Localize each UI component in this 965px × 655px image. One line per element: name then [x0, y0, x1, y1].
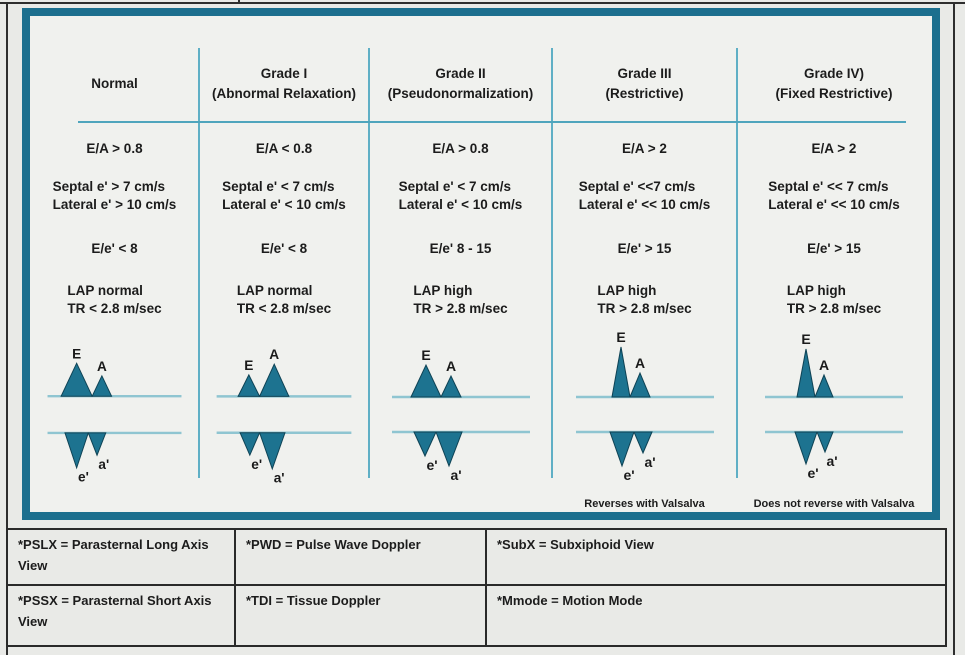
lateral-criterion: Lateral e' < 10 cm/s [222, 197, 346, 212]
page-top-border [0, 2, 965, 4]
header-line1: Grade I [260, 66, 308, 81]
tissue-doppler-waveform [201, 428, 367, 498]
header-line1: Grade III [617, 66, 672, 81]
mitral-inflow-waveform [554, 331, 735, 409]
valsalva-note: Reverses with Valsalva [584, 498, 705, 510]
lap-tr-criteria [554, 282, 735, 318]
svg-text:A: A [634, 355, 645, 371]
tr-criterion: TR > 2.8 m/sec [786, 301, 882, 316]
svg-text:a': a' [643, 454, 656, 470]
column-header [201, 60, 367, 108]
legend-cell-subx: *SubX = Subxiphoid View [487, 530, 945, 586]
column-normal [30, 16, 199, 520]
eprime-criteria [554, 178, 735, 214]
column-header [32, 60, 197, 108]
septal-criterion: Septal e' <<7 cm/s [578, 179, 696, 194]
svg-text:E: E [244, 358, 254, 373]
legend-cell-tdi: *TDI = Tissue Doppler [236, 586, 487, 645]
header-line2: (Restrictive) [605, 86, 684, 101]
legend-cell-mmode: *Mmode = Motion Mode [497, 593, 643, 608]
septal-criterion: Septal e' < 7 cm/s [398, 179, 512, 194]
abbreviation-legend-table [6, 528, 947, 647]
column-header [554, 60, 735, 108]
svg-text:e': e' [78, 469, 89, 485]
eprime-criteria [739, 178, 929, 214]
lap-criterion: LAP high [413, 283, 473, 298]
svg-text:a': a' [98, 456, 110, 472]
lap-tr-criteria [201, 282, 367, 318]
svg-text:E: E [615, 331, 626, 345]
tr-criterion: TR > 2.8 m/sec [597, 301, 692, 316]
svg-text:E: E [72, 346, 82, 362]
header-line1: Grade II [435, 66, 486, 81]
ea-ratio: E/A > 0.8 [86, 141, 143, 156]
septal-criterion: Septal e' < 7 cm/s [222, 179, 335, 194]
column-grade-3 [552, 16, 737, 520]
ea-ratio: E/A > 2 [622, 141, 667, 156]
lap-tr-criteria [371, 282, 550, 318]
header-line1: Normal [91, 76, 138, 91]
e-over-eprime: E/e' > 15 [807, 241, 861, 256]
lateral-criterion: Lateral e' > 10 cm/s [52, 197, 177, 212]
svg-text:A: A [818, 357, 830, 373]
lateral-criterion: Lateral e' < 10 cm/s [398, 197, 523, 212]
tissue-doppler-waveform [32, 428, 197, 498]
eprime-criteria [32, 178, 197, 214]
e-over-eprime: E/e' < 8 [260, 241, 308, 256]
tr-criterion: TR > 2.8 m/sec [413, 301, 508, 316]
e-over-eprime: E/e' 8 - 15 [429, 241, 492, 256]
mitral-inflow-waveform [371, 331, 550, 409]
column-header [371, 60, 550, 108]
mitral-inflow-waveform [739, 331, 929, 409]
ea-ratio: E/A > 2 [811, 141, 857, 156]
e-over-eprime: E/e' > 15 [617, 241, 672, 256]
eprime-criteria [201, 178, 367, 214]
svg-text:a': a' [449, 467, 462, 483]
tissue-doppler-waveform [554, 428, 735, 498]
column-grade-2 [369, 16, 552, 520]
e-over-eprime: E/e' < 8 [91, 241, 138, 256]
column-grade-4 [737, 16, 931, 520]
svg-text:E: E [420, 347, 431, 363]
ea-ratio: E/A > 0.8 [432, 141, 489, 156]
lap-tr-criteria [739, 282, 929, 318]
septal-criterion: Septal e' > 7 cm/s [52, 179, 166, 194]
lap-criterion: LAP normal [236, 283, 313, 298]
header-line2: (Fixed Restrictive) [775, 86, 893, 101]
lateral-criterion: Lateral e' << 10 cm/s [768, 197, 900, 212]
lap-tr-criteria [32, 282, 197, 318]
ea-ratio: E/A < 0.8 [255, 141, 313, 156]
svg-text:a': a' [826, 453, 838, 469]
legend-cell-pwd: *PWD = Pulse Wave Doppler [236, 530, 487, 586]
legend-cell-pslx: *PSLX = Parasternal Long Axis View [8, 530, 236, 586]
header-line2: (Abnormal Relaxation) [211, 86, 357, 101]
legend-cell-pssx: *PSSX = Parasternal Short Axis View [8, 586, 236, 645]
page-top-column-tick [238, 0, 240, 3]
lap-criterion: LAP high [786, 283, 846, 298]
tissue-doppler-waveform [371, 428, 550, 498]
svg-text:e': e' [807, 465, 819, 481]
lateral-criterion: Lateral e' << 10 cm/s [578, 197, 711, 212]
svg-text:e': e' [251, 456, 263, 472]
svg-text:e': e' [425, 457, 438, 473]
header-line1: Grade IV) [803, 66, 865, 81]
valsalva-note: Does not reverse with Valsalva [753, 498, 915, 510]
svg-text:a': a' [273, 470, 285, 486]
svg-text:E: E [801, 331, 811, 347]
column-header [739, 60, 929, 108]
header-line2: (Pseudonormalization) [387, 86, 534, 101]
mitral-inflow-waveform [32, 331, 197, 409]
svg-text:e': e' [622, 467, 635, 483]
svg-text:A: A [269, 347, 280, 363]
tr-criterion: TR < 2.8 m/sec [67, 301, 162, 316]
lap-criterion: LAP high [597, 283, 657, 298]
page-right-border [953, 2, 955, 655]
tissue-doppler-waveform [739, 428, 929, 498]
column-grade-1 [199, 16, 369, 520]
tr-criterion: TR < 2.8 m/sec [236, 301, 332, 316]
lap-criterion: LAP normal [67, 283, 143, 298]
septal-criterion: Septal e' << 7 cm/s [768, 179, 889, 194]
svg-text:A: A [96, 358, 107, 374]
svg-text:A: A [445, 358, 456, 374]
mitral-inflow-waveform [201, 331, 367, 409]
eprime-criteria [371, 178, 550, 214]
